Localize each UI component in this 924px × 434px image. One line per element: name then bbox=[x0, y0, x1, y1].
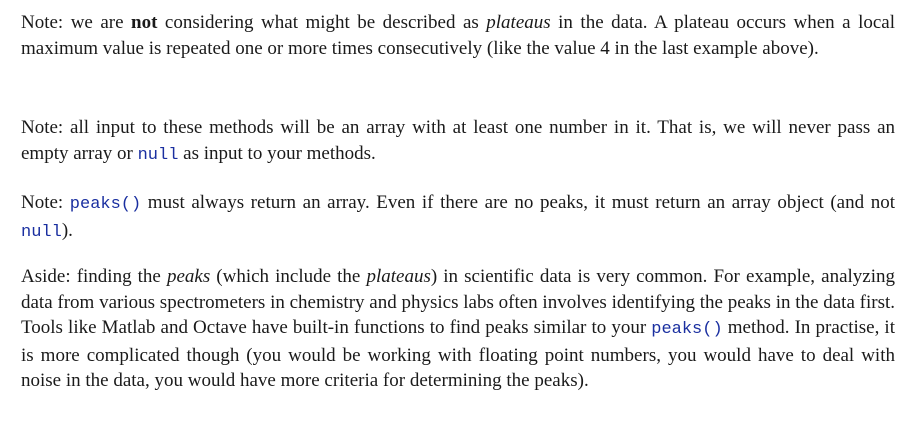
emphasis-italic: plateaus bbox=[366, 266, 431, 287]
code-peaks: peaks() bbox=[651, 320, 723, 339]
note-return-paragraph bbox=[21, 190, 895, 245]
text-segment: as input to your methods. bbox=[178, 142, 376, 164]
text-segment: (which include the bbox=[210, 266, 367, 287]
text-segment: Note: we are bbox=[21, 12, 132, 33]
code-null: null bbox=[21, 222, 62, 242]
code-null: null bbox=[137, 145, 179, 165]
text-segment: Note: bbox=[21, 192, 70, 213]
emphasis-italic: peaks bbox=[166, 266, 211, 287]
text-segment: considering what might be described as bbox=[157, 12, 487, 33]
code-peaks: peaks() bbox=[69, 195, 142, 214]
text-segment: in the data. A plateau occurs when a local maximum value is repeated one or more times consecutively (like the value 4 in the last example above). bbox=[21, 12, 895, 59]
text-segment: ). bbox=[61, 219, 73, 241]
emphasis-italic: plateaus bbox=[486, 12, 551, 33]
text-segment: method. In practise, it is more complicated though (you would be working with floating point numbers, you would have to deal with noise in the data, you would have more criteria for determining the peaks). bbox=[21, 317, 895, 391]
emphasis-bold: not bbox=[131, 12, 158, 33]
text-segment: ) in scientific data is very common. For example, analyzing data from various spectrometers in chemistry and physics labs often involves identifying the peaks in the data first. Tools like Matlab and Octave have built-in functions to find peaks similar to your bbox=[21, 266, 896, 338]
note-plateaus-paragraph bbox=[21, 10, 895, 61]
text-segment: must always return an array. Even if there are no peaks, it must return an array object (and not bbox=[141, 192, 895, 213]
aside-paragraph bbox=[21, 264, 895, 394]
text-segment: Aside: finding the bbox=[21, 266, 167, 287]
note-input-paragraph bbox=[21, 115, 895, 168]
text-segment: Note: all input to these methods will be an array with at least one number in it. That is, we will never pass an empty array or bbox=[21, 117, 895, 164]
